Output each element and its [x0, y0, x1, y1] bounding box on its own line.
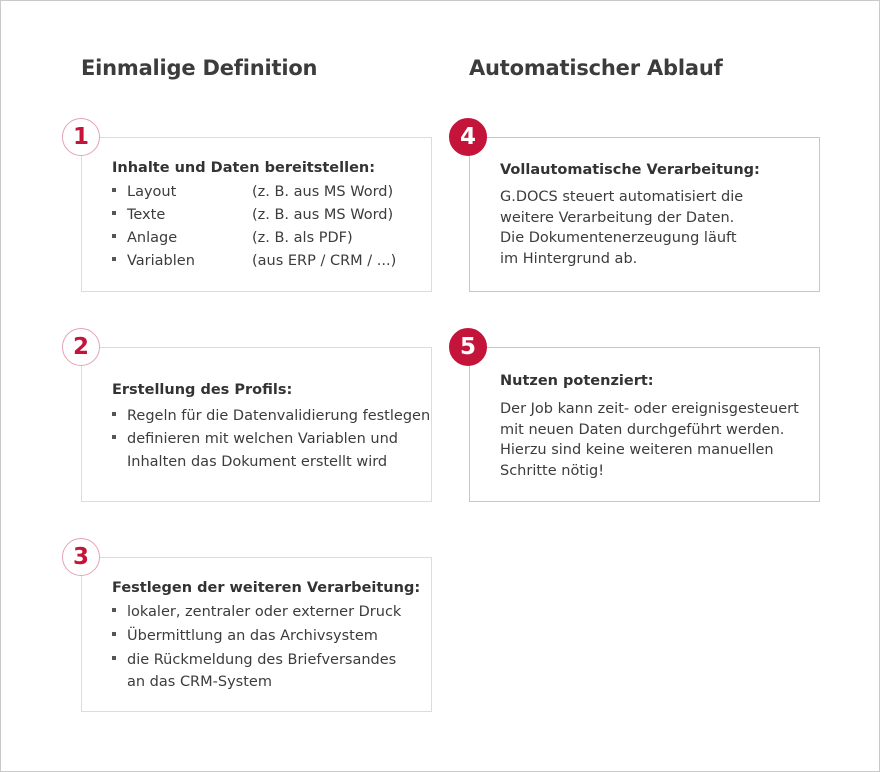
- step-1-heading: Inhalte und Daten bereitstellen:: [112, 160, 376, 176]
- list-item: Anlage (z. B. als PDF): [112, 227, 177, 250]
- item-note: (z. B. aus MS Word): [252, 207, 394, 223]
- right-column-title: Automatischer Ablauf: [469, 56, 723, 80]
- step-5-card: [469, 347, 820, 502]
- item-note: (aus ERP / CRM / ...): [252, 253, 397, 269]
- list-item: Regeln für die Datenvalidierung festlegen: [112, 405, 430, 428]
- list-item: definieren mit welchen Variablen und: [112, 428, 398, 451]
- list-item-continuation: Inhalten das Dokument erstellt wird: [127, 454, 388, 470]
- step-4-badge: 4: [449, 118, 487, 156]
- bullet-icon: [112, 412, 116, 416]
- bullet-icon: [112, 608, 116, 612]
- step-4-description: G.DOCS steuert automatisiert die weitere Verarbeitung der Daten. Die Dokumentenerzeugung läuft im Hintergrund ab.: [500, 189, 744, 267]
- list-item: Übermittlung an das Archivsystem: [112, 625, 378, 648]
- step-5-heading: Nutzen potenziert:: [500, 373, 654, 389]
- step-4-heading: Vollautomatische Verarbeitung:: [500, 162, 760, 178]
- list-item: lokaler, zentraler oder externer Druck: [112, 601, 401, 624]
- step-3-heading: Festlegen der weiteren Verarbeitung:: [112, 580, 421, 596]
- step-5-badge: 5: [449, 328, 487, 366]
- step-3-card: [81, 557, 432, 712]
- step-2-card: [81, 347, 432, 502]
- left-column-title: Einmalige Definition: [81, 56, 318, 80]
- list-item-continuation: an das CRM-System: [127, 674, 272, 690]
- list-item: Texte (z. B. aus MS Word): [112, 204, 165, 227]
- step-4-card: [469, 137, 820, 292]
- bullet-icon: [112, 435, 116, 439]
- list-item: Variablen (aus ERP / CRM / ...): [112, 250, 195, 273]
- step-3-badge: 3: [62, 538, 100, 576]
- item-note: (z. B. aus MS Word): [252, 184, 394, 200]
- bullet-icon: [112, 632, 116, 636]
- list-item: Layout (z. B. aus MS Word): [112, 181, 176, 204]
- bullet-icon: [112, 234, 116, 238]
- bullet-icon: [112, 257, 116, 261]
- list-item: die Rückmeldung des Briefversandes: [112, 649, 396, 672]
- bullet-icon: [112, 656, 116, 660]
- step-2-badge: 2: [62, 328, 100, 366]
- step-1-badge: 1: [62, 118, 100, 156]
- bullet-icon: [112, 188, 116, 192]
- step-1-card: [81, 137, 432, 292]
- step-2-heading: Erstellung des Profils:: [112, 382, 293, 398]
- item-note: (z. B. als PDF): [252, 230, 353, 246]
- bullet-icon: [112, 211, 116, 215]
- step-5-description: Der Job kann zeit- oder ereignisgesteuert mit neuen Daten durchgeführt werden. Hierzu sind keine weiteren manuellen Schritte nötig!: [500, 401, 799, 479]
